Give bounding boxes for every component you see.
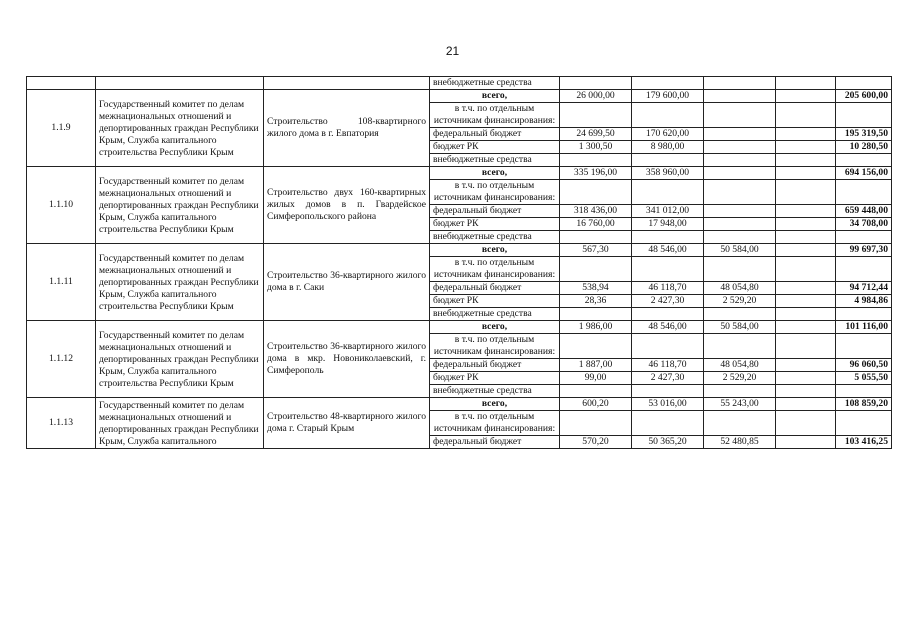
value-cell: 600,20 xyxy=(560,398,632,411)
value-cell: 50 584,00 xyxy=(704,321,776,334)
organization-cell: Государственный комитет по делам межнациональных отношений и депортированных граждан Республики Крым, Служба капитального строительства Республики Крым xyxy=(96,167,264,244)
value-cell xyxy=(776,282,836,295)
extrabudget-label: внебюджетные средства xyxy=(430,231,560,244)
value-cell xyxy=(776,141,836,154)
row-total: 4 984,86 xyxy=(836,295,892,308)
org-cell xyxy=(96,77,264,90)
value-cell: 50 584,00 xyxy=(704,244,776,257)
object-cell xyxy=(264,77,430,90)
value-cell: 26 000,00 xyxy=(560,90,632,103)
row-total: 659 448,00 xyxy=(836,205,892,218)
item-code: 1.1.11 xyxy=(27,244,96,321)
value-cell: 2 529,20 xyxy=(704,372,776,385)
value-cell xyxy=(704,141,776,154)
row-total: 94 712,44 xyxy=(836,282,892,295)
including-label: в т.ч. по отдельным источникам финансирования: xyxy=(430,180,560,205)
regional-label: бюджет РК xyxy=(430,218,560,231)
table-row xyxy=(27,90,892,103)
including-label: в т.ч. по отдельным источникам финансирования: xyxy=(430,103,560,128)
row-total: 694 156,00 xyxy=(836,167,892,180)
value-cell: 1 986,00 xyxy=(560,321,632,334)
object-text: Строительство 36-квартирного жилого дома в мкр. Новониколаевский, г. Симферополь xyxy=(267,341,426,376)
row-total: 205 600,00 xyxy=(836,90,892,103)
value-cell: 52 480,85 xyxy=(704,436,776,449)
organization-cell: Государственный комитет по делам межнациональных отношений и депортированных граждан Республики Крым, Служба капитального строительства Республики Крым xyxy=(96,321,264,398)
including-label: в т.ч. по отдельным источникам финансирования: xyxy=(430,411,560,436)
value-cell xyxy=(704,90,776,103)
table-row xyxy=(27,244,892,257)
value-cell xyxy=(776,321,836,334)
value-cell xyxy=(776,359,836,372)
federal-label: федеральный бюджет xyxy=(430,205,560,218)
code-cell xyxy=(27,77,96,90)
value-cell: 179 600,00 xyxy=(632,90,704,103)
item-code: 1.1.9 xyxy=(27,90,96,167)
object-cell xyxy=(264,321,430,398)
item-code: 1.1.12 xyxy=(27,321,96,398)
row-total: 108 859,20 xyxy=(836,398,892,411)
organization-cell: Государственный комитет по делам межнациональных отношений и депортированных граждан Республики Крым, Служба капитального строительства Республики Крым xyxy=(96,90,264,167)
row-total: 34 708,00 xyxy=(836,218,892,231)
object-text: Строительство 48-квартирного жилого дома г. Старый Крым xyxy=(267,411,426,434)
value-cell xyxy=(776,372,836,385)
table-row xyxy=(27,167,892,180)
row-total: 99 697,30 xyxy=(836,244,892,257)
value-cell: 570,20 xyxy=(560,436,632,449)
value-cell: 2 427,30 xyxy=(632,372,704,385)
extrabudget-label: внебюджетные средства xyxy=(430,308,560,321)
value-cell: 2 427,30 xyxy=(632,295,704,308)
object-cell xyxy=(264,398,430,449)
federal-label: федеральный бюджет xyxy=(430,282,560,295)
value-cell: 53 016,00 xyxy=(632,398,704,411)
value-cell: 1 300,50 xyxy=(560,141,632,154)
value-cell: 318 436,00 xyxy=(560,205,632,218)
value-cell: 50 365,20 xyxy=(632,436,704,449)
value-cell: 2 529,20 xyxy=(704,295,776,308)
total-label: всего, xyxy=(430,90,560,103)
federal-label: федеральный бюджет xyxy=(430,359,560,372)
value-cell: 28,36 xyxy=(560,295,632,308)
value-cell: 55 243,00 xyxy=(704,398,776,411)
total-label: всего, xyxy=(430,167,560,180)
object-text: Строительство двух 160-квартирных жилых домов в п. Гвардейское Симферопольского района xyxy=(267,187,426,222)
object-cell xyxy=(264,167,430,244)
value-cell: 99,00 xyxy=(560,372,632,385)
regional-label: бюджет РК xyxy=(430,372,560,385)
value-cell xyxy=(776,90,836,103)
page-number: 21 xyxy=(445,44,460,58)
regional-label: бюджет РК xyxy=(430,295,560,308)
value-cell: 48 546,00 xyxy=(632,244,704,257)
value-cell: 1 887,00 xyxy=(560,359,632,372)
object-text: Строительство 108-квартирного жилого дома в г. Евпатория xyxy=(267,116,426,139)
row-total: 103 416,25 xyxy=(836,436,892,449)
total-label: всего, xyxy=(430,398,560,411)
total-label: всего, xyxy=(430,244,560,257)
value-cell xyxy=(776,244,836,257)
value-cell xyxy=(776,295,836,308)
row-total: 101 116,00 xyxy=(836,321,892,334)
value-cell: 48 054,80 xyxy=(704,359,776,372)
item-code: 1.1.10 xyxy=(27,167,96,244)
value-cell: 567,30 xyxy=(560,244,632,257)
federal-label: федеральный бюджет xyxy=(430,128,560,141)
source-label: внебюджетные средства xyxy=(430,77,560,90)
value-cell xyxy=(776,218,836,231)
value-cell: 16 760,00 xyxy=(560,218,632,231)
table-row xyxy=(27,321,892,334)
extrabudget-label: внебюджетные средства xyxy=(430,154,560,167)
value-cell: 24 699,50 xyxy=(560,128,632,141)
federal-label: федеральный бюджет xyxy=(430,436,560,449)
value-cell: 48 546,00 xyxy=(632,321,704,334)
item-code: 1.1.13 xyxy=(27,398,96,449)
table-row xyxy=(27,77,892,90)
value-cell xyxy=(776,205,836,218)
regional-label: бюджет РК xyxy=(430,141,560,154)
value-cell: 538,94 xyxy=(560,282,632,295)
object-cell xyxy=(264,244,430,321)
value-cell: 46 118,70 xyxy=(632,282,704,295)
value-cell: 170 620,00 xyxy=(632,128,704,141)
row-total: 195 319,50 xyxy=(836,128,892,141)
including-label: в т.ч. по отдельным источникам финансирования: xyxy=(430,334,560,359)
value-cell xyxy=(704,218,776,231)
table-row xyxy=(27,398,892,411)
budget-table xyxy=(26,76,892,449)
organization-cell: Государственный комитет по делам межнациональных отношений и депортированных граждан Республики Крым, Служба капитального строительства Республики Крым xyxy=(96,244,264,321)
row-total: 96 060,50 xyxy=(836,359,892,372)
value-cell xyxy=(704,167,776,180)
including-label: в т.ч. по отдельным источникам финансирования: xyxy=(430,257,560,282)
value-cell: 8 980,00 xyxy=(632,141,704,154)
value-cell: 48 054,80 xyxy=(704,282,776,295)
value-cell: 358 960,00 xyxy=(632,167,704,180)
row-total: 5 055,50 xyxy=(836,372,892,385)
value-cell xyxy=(776,167,836,180)
total-label: всего, xyxy=(430,321,560,334)
object-text: Строительство 36-квартирного жилого дома в г. Саки xyxy=(267,270,426,293)
object-cell xyxy=(264,90,430,167)
value-cell: 17 948,00 xyxy=(632,218,704,231)
value-cell xyxy=(776,128,836,141)
value-cell xyxy=(704,128,776,141)
value-cell xyxy=(704,205,776,218)
value-cell: 335 196,00 xyxy=(560,167,632,180)
value-cell xyxy=(776,436,836,449)
value-cell: 46 118,70 xyxy=(632,359,704,372)
value-cell xyxy=(776,398,836,411)
value-cell: 341 012,00 xyxy=(632,205,704,218)
row-total: 10 280,50 xyxy=(836,141,892,154)
organization-cell: Государственный комитет по делам межнациональных отношений и депортированных граждан Республики Крым, Служба капитального xyxy=(96,398,264,449)
extrabudget-label: внебюджетные средства xyxy=(430,385,560,398)
